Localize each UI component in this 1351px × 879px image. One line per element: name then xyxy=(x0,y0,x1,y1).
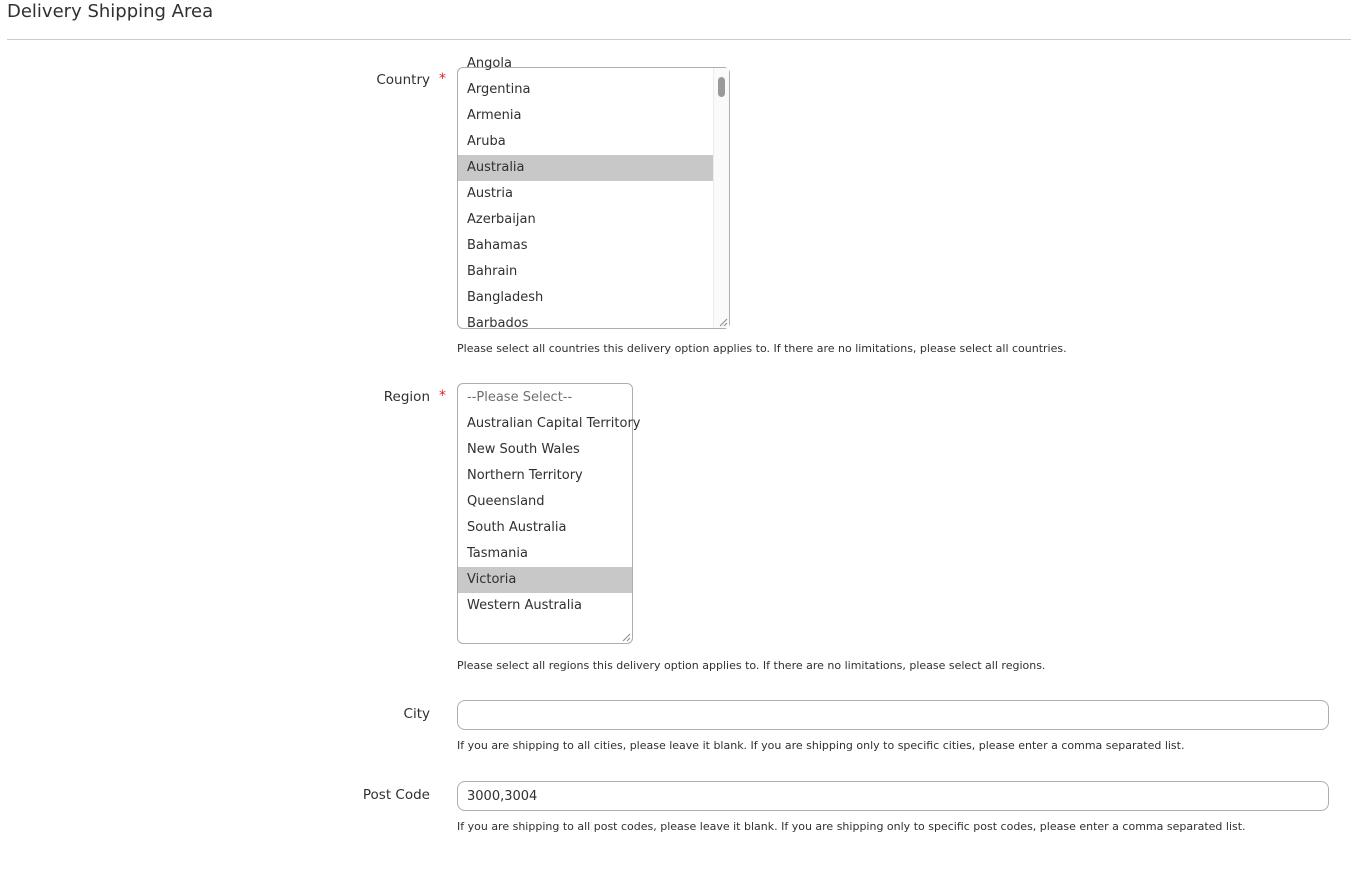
region-label: Region xyxy=(383,389,430,405)
region-option[interactable]: Victoria xyxy=(458,567,632,593)
country-scrollbar[interactable] xyxy=(713,68,729,328)
country-option[interactable]: Barbados xyxy=(467,316,529,331)
country-option[interactable]: Angola xyxy=(467,56,512,71)
post-code-label: Post Code xyxy=(362,787,430,803)
region-option[interactable]: Queensland xyxy=(467,494,545,509)
country-listbox[interactable] xyxy=(457,56,730,331)
city-label: City xyxy=(403,706,430,722)
city-note: If you are shipping to all cities, please leave it blank. If you are shipping only to specific cities, please enter a comma separated list. xyxy=(457,739,1185,752)
resize-grip-icon[interactable] xyxy=(621,632,631,642)
country-options xyxy=(458,51,713,337)
post-code-note: If you are shipping to all post codes, please leave it blank. If you are shipping only to specific post codes, please enter a comma separated list. xyxy=(457,820,1246,833)
section-divider xyxy=(7,39,1351,40)
country-option[interactable]: Bahamas xyxy=(467,238,528,253)
post-code-input[interactable] xyxy=(457,781,1329,811)
country-option[interactable]: Armenia xyxy=(467,108,522,123)
region-listbox[interactable] xyxy=(457,383,641,644)
region-option[interactable]: Western Australia xyxy=(467,598,582,613)
country-note: Please select all countries this delivery option applies to. If there are no limitations, please select all countries. xyxy=(457,342,1067,355)
country-option[interactable]: Bangladesh xyxy=(467,290,544,305)
country-option[interactable]: Austria xyxy=(467,186,513,201)
region-option[interactable]: South Australia xyxy=(467,520,567,535)
city-input[interactable] xyxy=(457,700,1329,730)
country-option[interactable]: Bahrain xyxy=(467,264,518,279)
country-option[interactable]: Azerbaijan xyxy=(467,212,536,227)
country-option[interactable]: Aruba xyxy=(467,134,506,149)
country-label: Country xyxy=(376,72,430,88)
country-required-mark: * xyxy=(439,71,446,87)
country-option[interactable]: Australia xyxy=(458,155,713,181)
region-option[interactable]: Northern Territory xyxy=(467,468,583,483)
country-option[interactable]: Argentina xyxy=(467,82,531,97)
region-required-mark: * xyxy=(439,388,446,404)
resize-grip-icon[interactable] xyxy=(718,317,728,327)
region-option[interactable]: Australian Capital Territory xyxy=(467,416,641,431)
region-note: Please select all regions this delivery option applies to. If there are no limitations, please select all regions. xyxy=(457,659,1046,672)
region-options xyxy=(458,385,641,619)
section-title: Delivery Shipping Area xyxy=(7,1,214,22)
country-scrollbar-thumb[interactable] xyxy=(718,77,725,97)
region-option[interactable]: New South Wales xyxy=(467,442,580,457)
region-option[interactable]: Tasmania xyxy=(467,546,528,561)
region-option[interactable]: --Please Select-- xyxy=(467,390,573,405)
